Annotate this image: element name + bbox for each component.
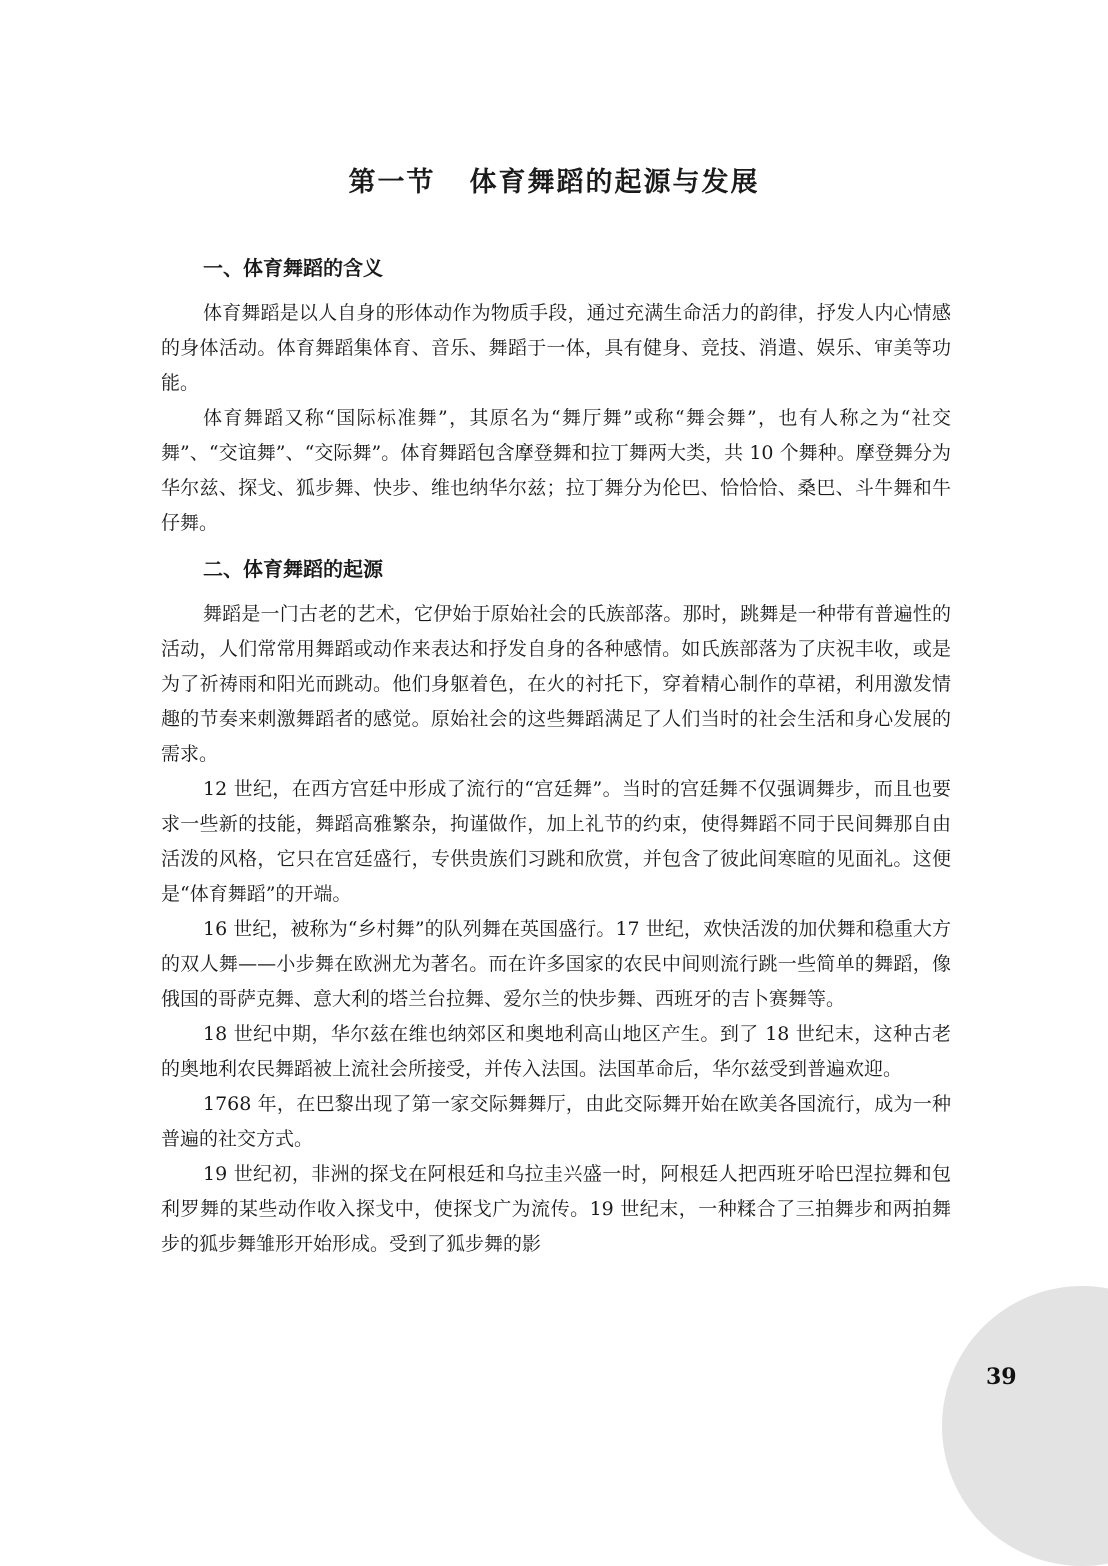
paragraph: 12 世纪，在西方宫廷中形成了流行的“宫廷舞”。当时的宫廷舞不仅强调舞步，而且也要求一些新的技能，舞蹈高雅繁杂，拘谨做作，加上礼节的约束，使得舞蹈不同于民间舞那自由活泼的风格，它只在宫廷盛行，专供贵族们习跳和欣赏，并包含了彼此间寒暄的见面礼。这便是“体育舞蹈”的开端。 — [161, 778, 951, 905]
sub-heading: 二、体育舞蹈的起源 — [203, 557, 383, 581]
paragraph: 16 世纪，被称为“乡村舞”的队列舞在英国盛行。17 世纪，欢快活泼的加伏舞和稳重大方的双人舞——小步舞在欧洲尤为著名。而在许多国家的农民中间则流行跳一些简单的舞蹈，像俄国的哥萨克舞、意大利的塔兰台拉舞、爱尔兰的快步舞、西班牙的吉卜赛舞等。 — [161, 918, 951, 1010]
paragraph: 1768 年，在巴黎出现了第一家交际舞舞厅，由此交际舞开始在欧美各国流行，成为一种普遍的社交方式。 — [161, 1093, 951, 1150]
section-number: 第一节 — [348, 167, 436, 198]
section-title — [0, 160, 1108, 199]
paragraph: 体育舞蹈又称“国际标准舞”，其原名为“舞厅舞”或称“舞会舞”，也有人称之为“社交舞”、“交谊舞”、“交际舞”。体育舞蹈包含摩登舞和拉丁舞两大类，共 10 个舞种。摩登舞分为华尔兹、探戈、狐步舞、快步、维也纳华尔兹；拉丁舞分为伦巴、恰恰恰、桑巴、斗牛舞和牛仔舞。 — [161, 407, 951, 534]
page-number: 39 — [986, 1364, 1017, 1390]
paragraph: 舞蹈是一门古老的艺术，它伊始于原始社会的氏族部落。那时，跳舞是一种带有普遍性的活动，人们常常用舞蹈或动作来表达和抒发自身的各种感情。如氏族部落为了庆祝丰收，或是为了祈祷雨和阳光而跳动。他们身躯着色，在火的衬托下，穿着精心制作的草裙，利用激发情趣的节奏来刺激舞蹈者的感觉。原始社会的这些舞蹈满足了人们当时的社会生活和身心发展的需求。 — [161, 603, 951, 765]
paragraph: 19 世纪初，非洲的探戈在阿根廷和乌拉圭兴盛一时，阿根廷人把西班牙哈巴涅拉舞和包利罗舞的某些动作收入探戈中，使探戈广为流传。19 世纪末，一种糅合了三拍舞步和两拍舞步的狐步舞雏形开始形成。受到了狐步舞的影 — [161, 1163, 951, 1255]
body-text — [161, 252, 951, 1262]
paragraph: 体育舞蹈是以人自身的形体动作为物质手段，通过充满生命活力的韵律，抒发人内心情感的身体活动。体育舞蹈集体育、音乐、舞蹈于一体，具有健身、竞技、消遣、娱乐、审美等功能。 — [161, 302, 951, 394]
page-corner-decoration — [942, 1286, 1108, 1566]
paragraph: 18 世纪中期，华尔兹在维也纳郊区和奥地利高山地区产生。到了 18 世纪末，这种古老的奥地利农民舞蹈被上流社会所接受，并传入法国。法国革命后，华尔兹受到普遍欢迎。 — [161, 1023, 951, 1080]
section-title-text: 体育舞蹈的起源与发展 — [469, 167, 760, 198]
sub-heading: 一、体育舞蹈的含义 — [203, 256, 383, 280]
